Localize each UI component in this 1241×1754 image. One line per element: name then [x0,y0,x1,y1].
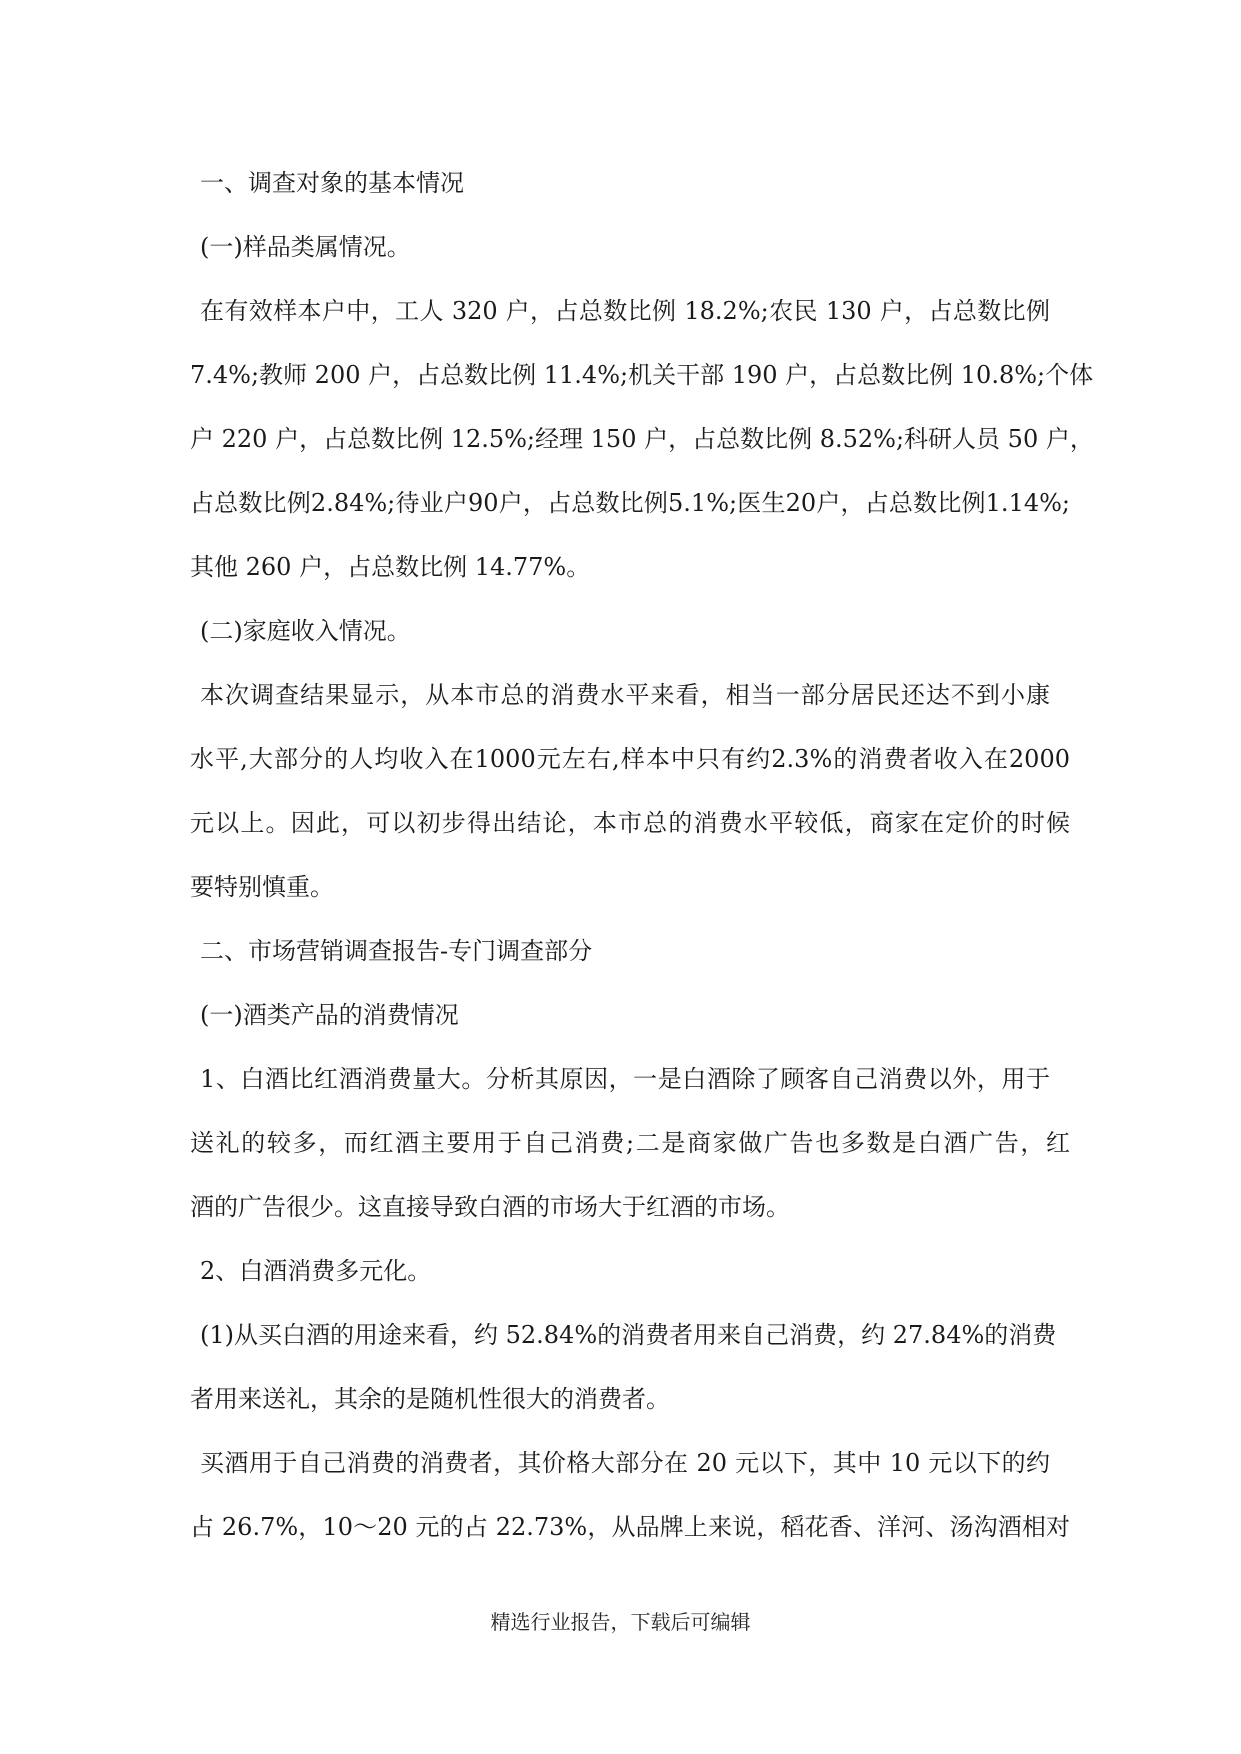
subheading-liquor-consumption: (一)酒类产品的消费情况 [200,1001,459,1029]
paragraph-line: 在有效样本户中，工人 320 户，占总数比例 18.2%;农民 130 户，占总数比例 [200,297,1050,325]
heading-section-2: 二、市场营销调查报告-专门调查部分 [200,937,593,965]
paragraph-line: 占总数比例2.84%;待业户90户，占总数比例5.1%;医生20户，占总数比例1.14%; [190,489,1070,517]
subheading-household-income: (二)家庭收入情况。 [200,617,411,645]
paragraph-line: 本次调查结果显示，从本市总的消费水平来看，相当一部分居民还达不到小康 [200,681,1050,709]
paragraph-line: 要特别慎重。 [190,873,334,901]
paragraph-line: 7.4%;教师 200 户，占总数比例 11.4%;机关干部 190 户，占总数比例 10.8%;个体 [190,361,1094,389]
paragraph-line: 其他 260 户，占总数比例 14.77%。 [190,553,591,581]
paragraph-line: 户 220 户，占总数比例 12.5%;经理 150 户，占总数比例 8.52%;科研人员 50 户， [190,425,1094,453]
page-footer: 精选行业报告，下载后可编辑 [490,1610,751,1634]
paragraph-line: 元以上。因此，可以初步得出结论，本市总的消费水平较低，商家在定价的时候 [190,809,1070,837]
paragraph-line: 送礼的较多，而红酒主要用于自己消费;二是商家做广告也多数是白酒广告，红 [190,1129,1070,1157]
paragraph-line: 1、白酒比红酒消费量大。分析其原因，一是白酒除了顾客自己消费以外，用于 [200,1065,1050,1093]
paragraph-line: (1)从买白酒的用途来看，约 52.84%的消费者用来自己消费，约 27.84%的消费 [200,1321,1057,1349]
list-item-heading: 2、白酒消费多元化。 [200,1257,432,1285]
subheading-sample-category: (一)样品类属情况。 [200,233,411,261]
paragraph-line: 买酒用于自己消费的消费者，其价格大部分在 20 元以下，其中 10 元以下的约 [200,1449,1050,1477]
paragraph-line: 占 26.7%，10～20 元的占 22.73%，从品牌上来说，稻花香、洋河、汤沟酒相对 [190,1513,1070,1541]
paragraph-line: 酒的广告很少。这直接导致白酒的市场大于红酒的市场。 [190,1193,790,1221]
paragraph-line: 水平,大部分的人均收入在1000元左右,样本中只有约2.3%的消费者收入在2000 [190,745,1070,773]
paragraph-line: 者用来送礼，其余的是随机性很大的消费者。 [190,1385,670,1413]
heading-section-1: 一、调查对象的基本情况 [200,169,464,197]
